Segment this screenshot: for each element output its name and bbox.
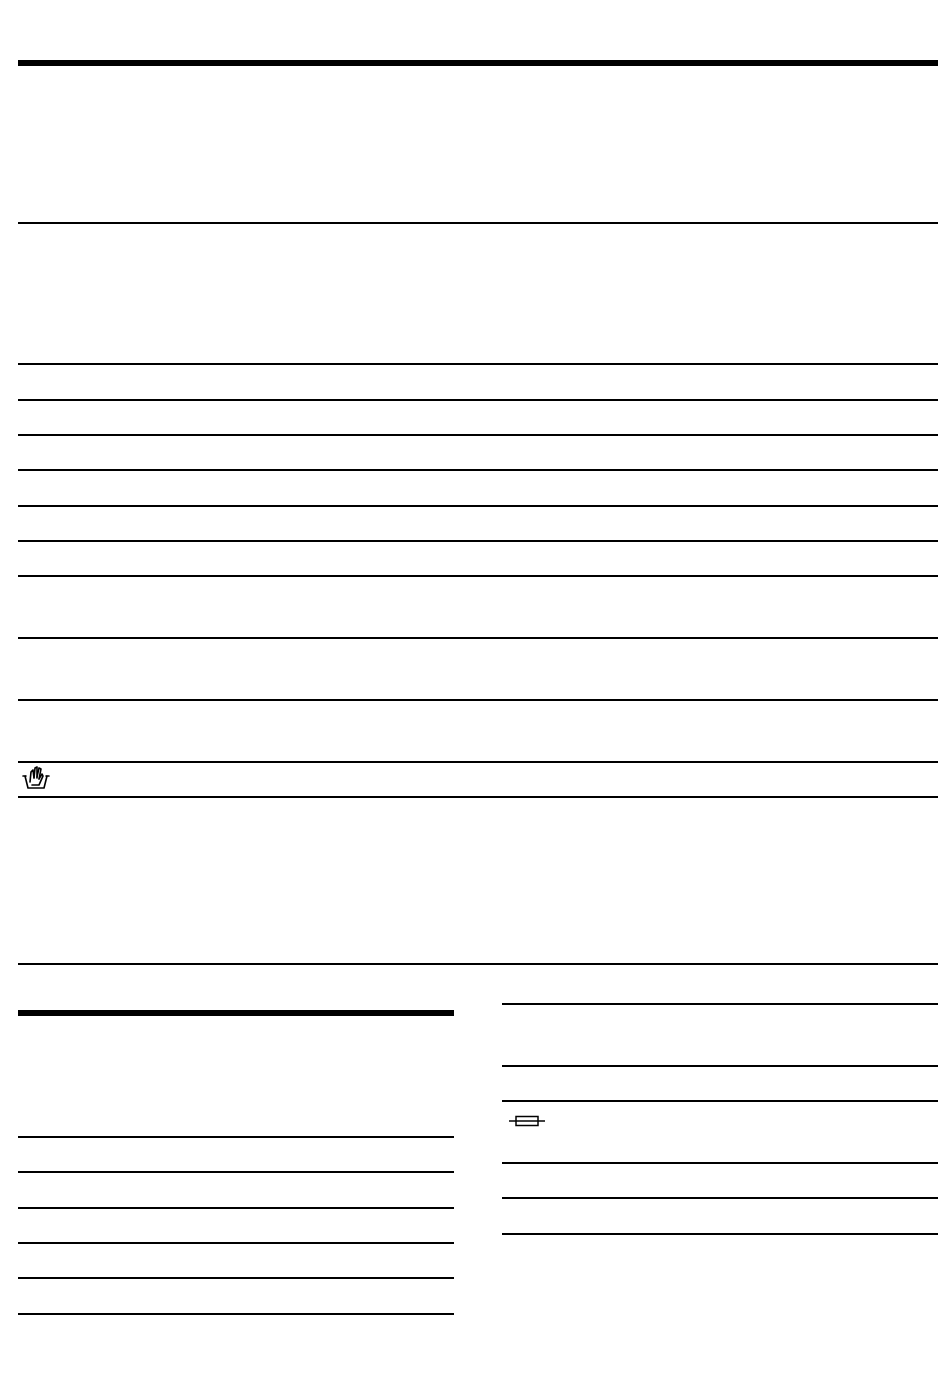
table-row-rule — [18, 434, 938, 436]
left-table-rule — [18, 1207, 454, 1209]
table-row-rule — [18, 699, 938, 701]
left-table-rule — [18, 1313, 454, 1315]
left-table-rule — [18, 1136, 454, 1138]
table-row-rule — [18, 761, 938, 763]
table-row-rule — [18, 637, 938, 639]
table-row-rule — [18, 575, 938, 577]
right-table-rule — [502, 1003, 938, 1005]
table-row-rule — [18, 505, 938, 507]
table-row-rule — [18, 399, 938, 401]
hand-wash-basin-icon — [22, 764, 52, 792]
right-table-rule — [502, 1233, 938, 1235]
left-table-rule — [18, 1242, 454, 1244]
fuse-icon — [509, 1114, 545, 1128]
table-row-rule — [18, 796, 938, 798]
right-table-rule — [502, 1065, 938, 1067]
section-header-rule-left — [18, 1010, 454, 1016]
table-row-rule — [18, 363, 938, 365]
section-header-rule-top — [18, 60, 938, 66]
left-table-rule — [18, 1171, 454, 1173]
right-table-rule — [502, 1197, 938, 1199]
table-header-rule — [18, 222, 938, 224]
right-table-rule — [502, 1100, 938, 1102]
table-bottom-rule — [18, 963, 938, 965]
right-table-rule — [502, 1162, 938, 1164]
table-row-rule — [18, 469, 938, 471]
left-table-rule — [18, 1277, 454, 1279]
table-row-rule — [18, 540, 938, 542]
